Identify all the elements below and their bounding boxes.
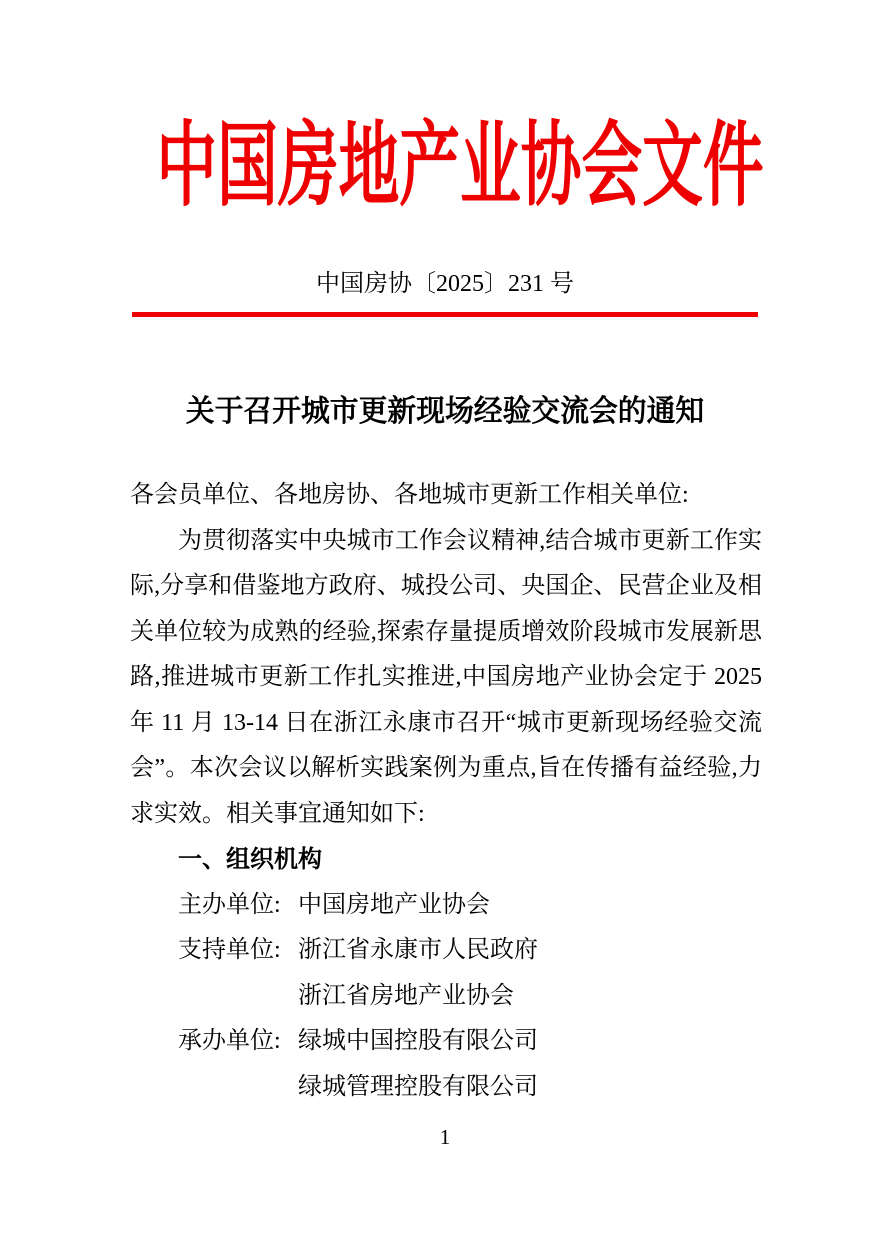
org-row-organizer <box>130 1019 762 1065</box>
body-line: 为贯彻落实中央城市工作会议精神,结合城市更新工作实 <box>178 527 762 554</box>
salutation-line: 各会员单位、各地房协、各地城市更新工作相关单位: <box>130 482 689 508</box>
document-title-text: 关于召开城市更新现场经验交流会的通知 <box>185 395 705 428</box>
org-row-supporter-continued <box>130 974 762 1020</box>
org-row-value: 绿城中国控股有限公司 <box>298 1028 538 1054</box>
section-heading-organization: 一、组织机构 <box>178 846 322 873</box>
body-line: 年 11 月 13-14 日在浙江永康市召开“城市更新现场经验交流 <box>130 709 762 736</box>
org-row-host <box>130 883 762 929</box>
body-line: 际,分享和借鉴地方政府、城投公司、央国企、民营企业及相 <box>130 573 762 599</box>
org-row-value: 绿城管理控股有限公司 <box>298 1073 538 1100</box>
org-masthead-title: 中国房地产业协会文件 <box>156 115 764 217</box>
org-row-label: 主办单位: <box>178 891 281 918</box>
org-row-supporter <box>130 928 762 974</box>
red-header <box>0 115 890 217</box>
body-line: 路,推进城市更新工作扎实推进,中国房地产业协会定于 2025 <box>130 664 762 690</box>
document-title <box>0 393 890 427</box>
org-row-value: 中国房地产业协会 <box>298 891 490 918</box>
body-line: 关单位较为成熟的经验,探索存量提质增效阶段城市发展新思 <box>130 618 762 645</box>
page-number: 1 <box>439 1125 451 1149</box>
org-row-label: 承办单位: <box>178 1028 281 1054</box>
body-line: 求实效。相关事宜通知如下: <box>130 800 425 827</box>
org-row-value: 浙江省永康市人民政府 <box>298 937 538 963</box>
red-separator-line <box>132 312 758 317</box>
org-row-label: 支持单位: <box>178 937 281 963</box>
document-number: 中国房协〔2025〕231 号 <box>316 271 574 297</box>
org-row-organizer-continued <box>130 1065 762 1111</box>
document-body <box>130 473 762 1110</box>
body-line: 会”。本次会议以解析实践案例为重点,旨在传播有益经验,力 <box>130 755 762 781</box>
org-row-value: 浙江省房地产业协会 <box>298 982 514 1009</box>
